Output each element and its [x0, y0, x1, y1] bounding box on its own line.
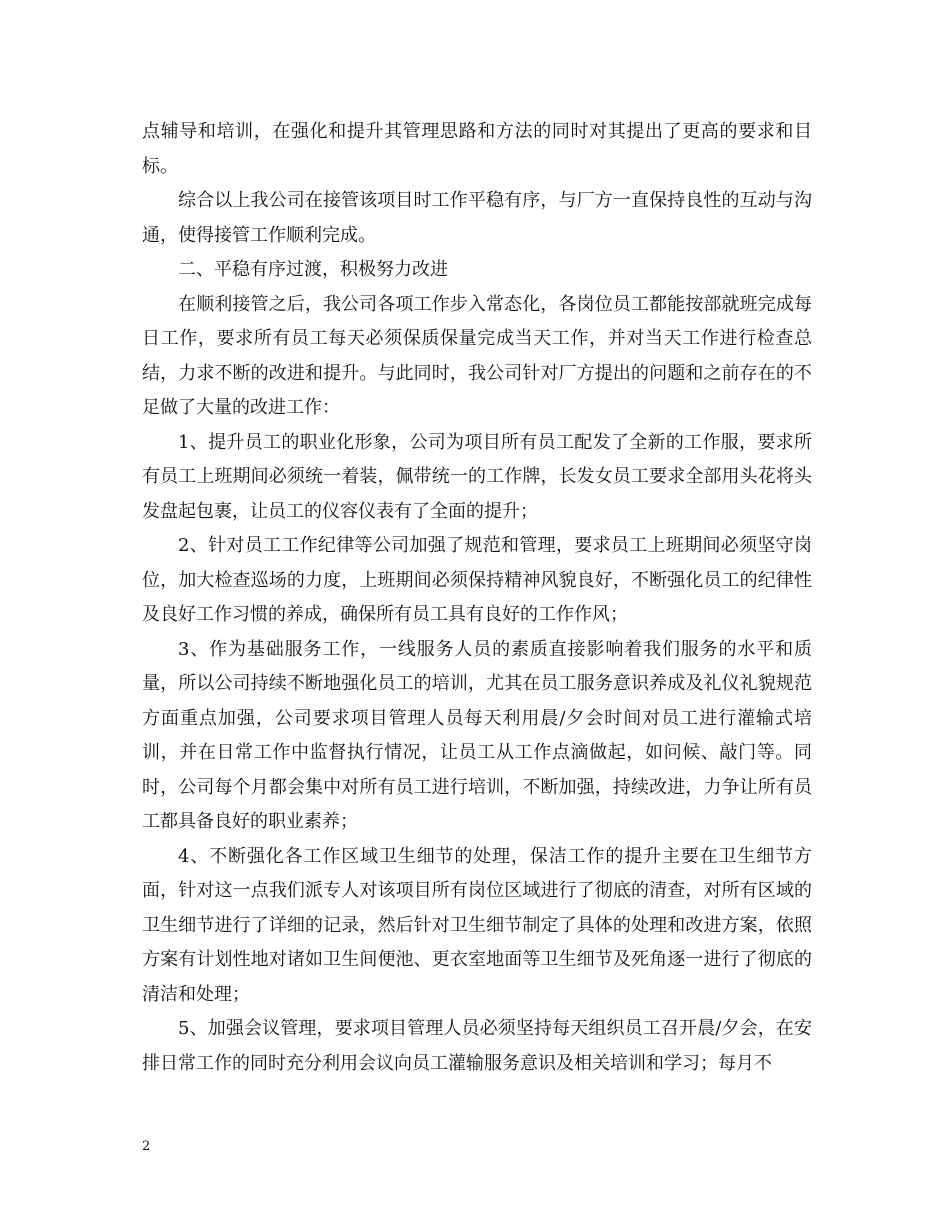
list-item-2: 2、针对员工工作纪律等公司加强了规范和管理，要求员工上班期间必须坚守岗位，加大检查巡场的力度，上班期间必须保持精神风貌良好，不断强化员工的纪律性及良好工作习惯的养成，确保所有员工具有良好的工作作风； — [142, 535, 812, 625]
paragraph-2: 综合以上我公司在接管该项目时工作平稳有序，与厂方一直保持良性的互动与沟通，使得接管工作顺利完成。 — [142, 190, 812, 246]
section-heading: 二、平稳有序过渡，积极努力改进 — [178, 259, 448, 280]
list-item-1: 1、提升员工的职业化形象，公司为项目所有员工配发了全新的工作服，要求所有员工上班期间必须统一着装，佩带统一的工作牌，长发女员工要求全部用头花将头发盘起包裹，让员工的仪容仪表有了全面的提升； — [142, 431, 812, 522]
list-item-5: 5、加强会议管理，要求项目管理人员必须坚持每天组织员工召开晨/夕会，在安排日常工作的同时充分利用会议向员工灌输服务意识及相关培训和学习；每月不 — [142, 1018, 812, 1074]
body-text — [142, 115, 812, 1081]
list-item-3: 3、作为基础服务工作，一线服务人员的素质直接影响着我们服务的水平和质量，所以公司持续不断地强化员工的培训，尤其在员工服务意识养成及礼仪礼貌规范方面重点加强，公司要求项目管理人员每天利用晨/夕会时间对员工进行灌输式培训，并在日常工作中监督执行情况，让员工从工作点滴做起，如问候、敲门等。同时，公司每个月都会集中对所有员工进行培训，不断加强，持续改进，力争让所有员工都具备良好的职业素养； — [142, 638, 812, 832]
page-number: 2 — [142, 1139, 151, 1154]
paragraph-1: 点辅导和培训，在强化和提升其管理思路和方法的同时对其提出了更高的要求和目标。 — [142, 121, 812, 177]
paragraph-3: 在顺利接管之后，我公司各项工作步入常态化，各岗位员工都能按部就班完成每日工作，要求所有员工每天必须保质保量完成当天工作，并对当天工作进行检查总结，力求不断的改进和提升。与此同时，我公司针对厂方提出的问题和之前存在的不足做了大量的改进工作： — [142, 293, 812, 418]
list-item-4: 4、不断强化各工作区域卫生细节的处理，保洁工作的提升主要在卫生细节方面，针对这一点我们派专人对该项目所有岗位区域进行了彻底的清查，对所有区域的卫生细节进行了详细的记录，然后针对卫生细节制定了具体的处理和改进方案，依照方案有计划性地对诸如卫生间便池、更衣室地面等卫生细节及死角逐一进行了彻底的清洁和处理； — [142, 845, 812, 1005]
